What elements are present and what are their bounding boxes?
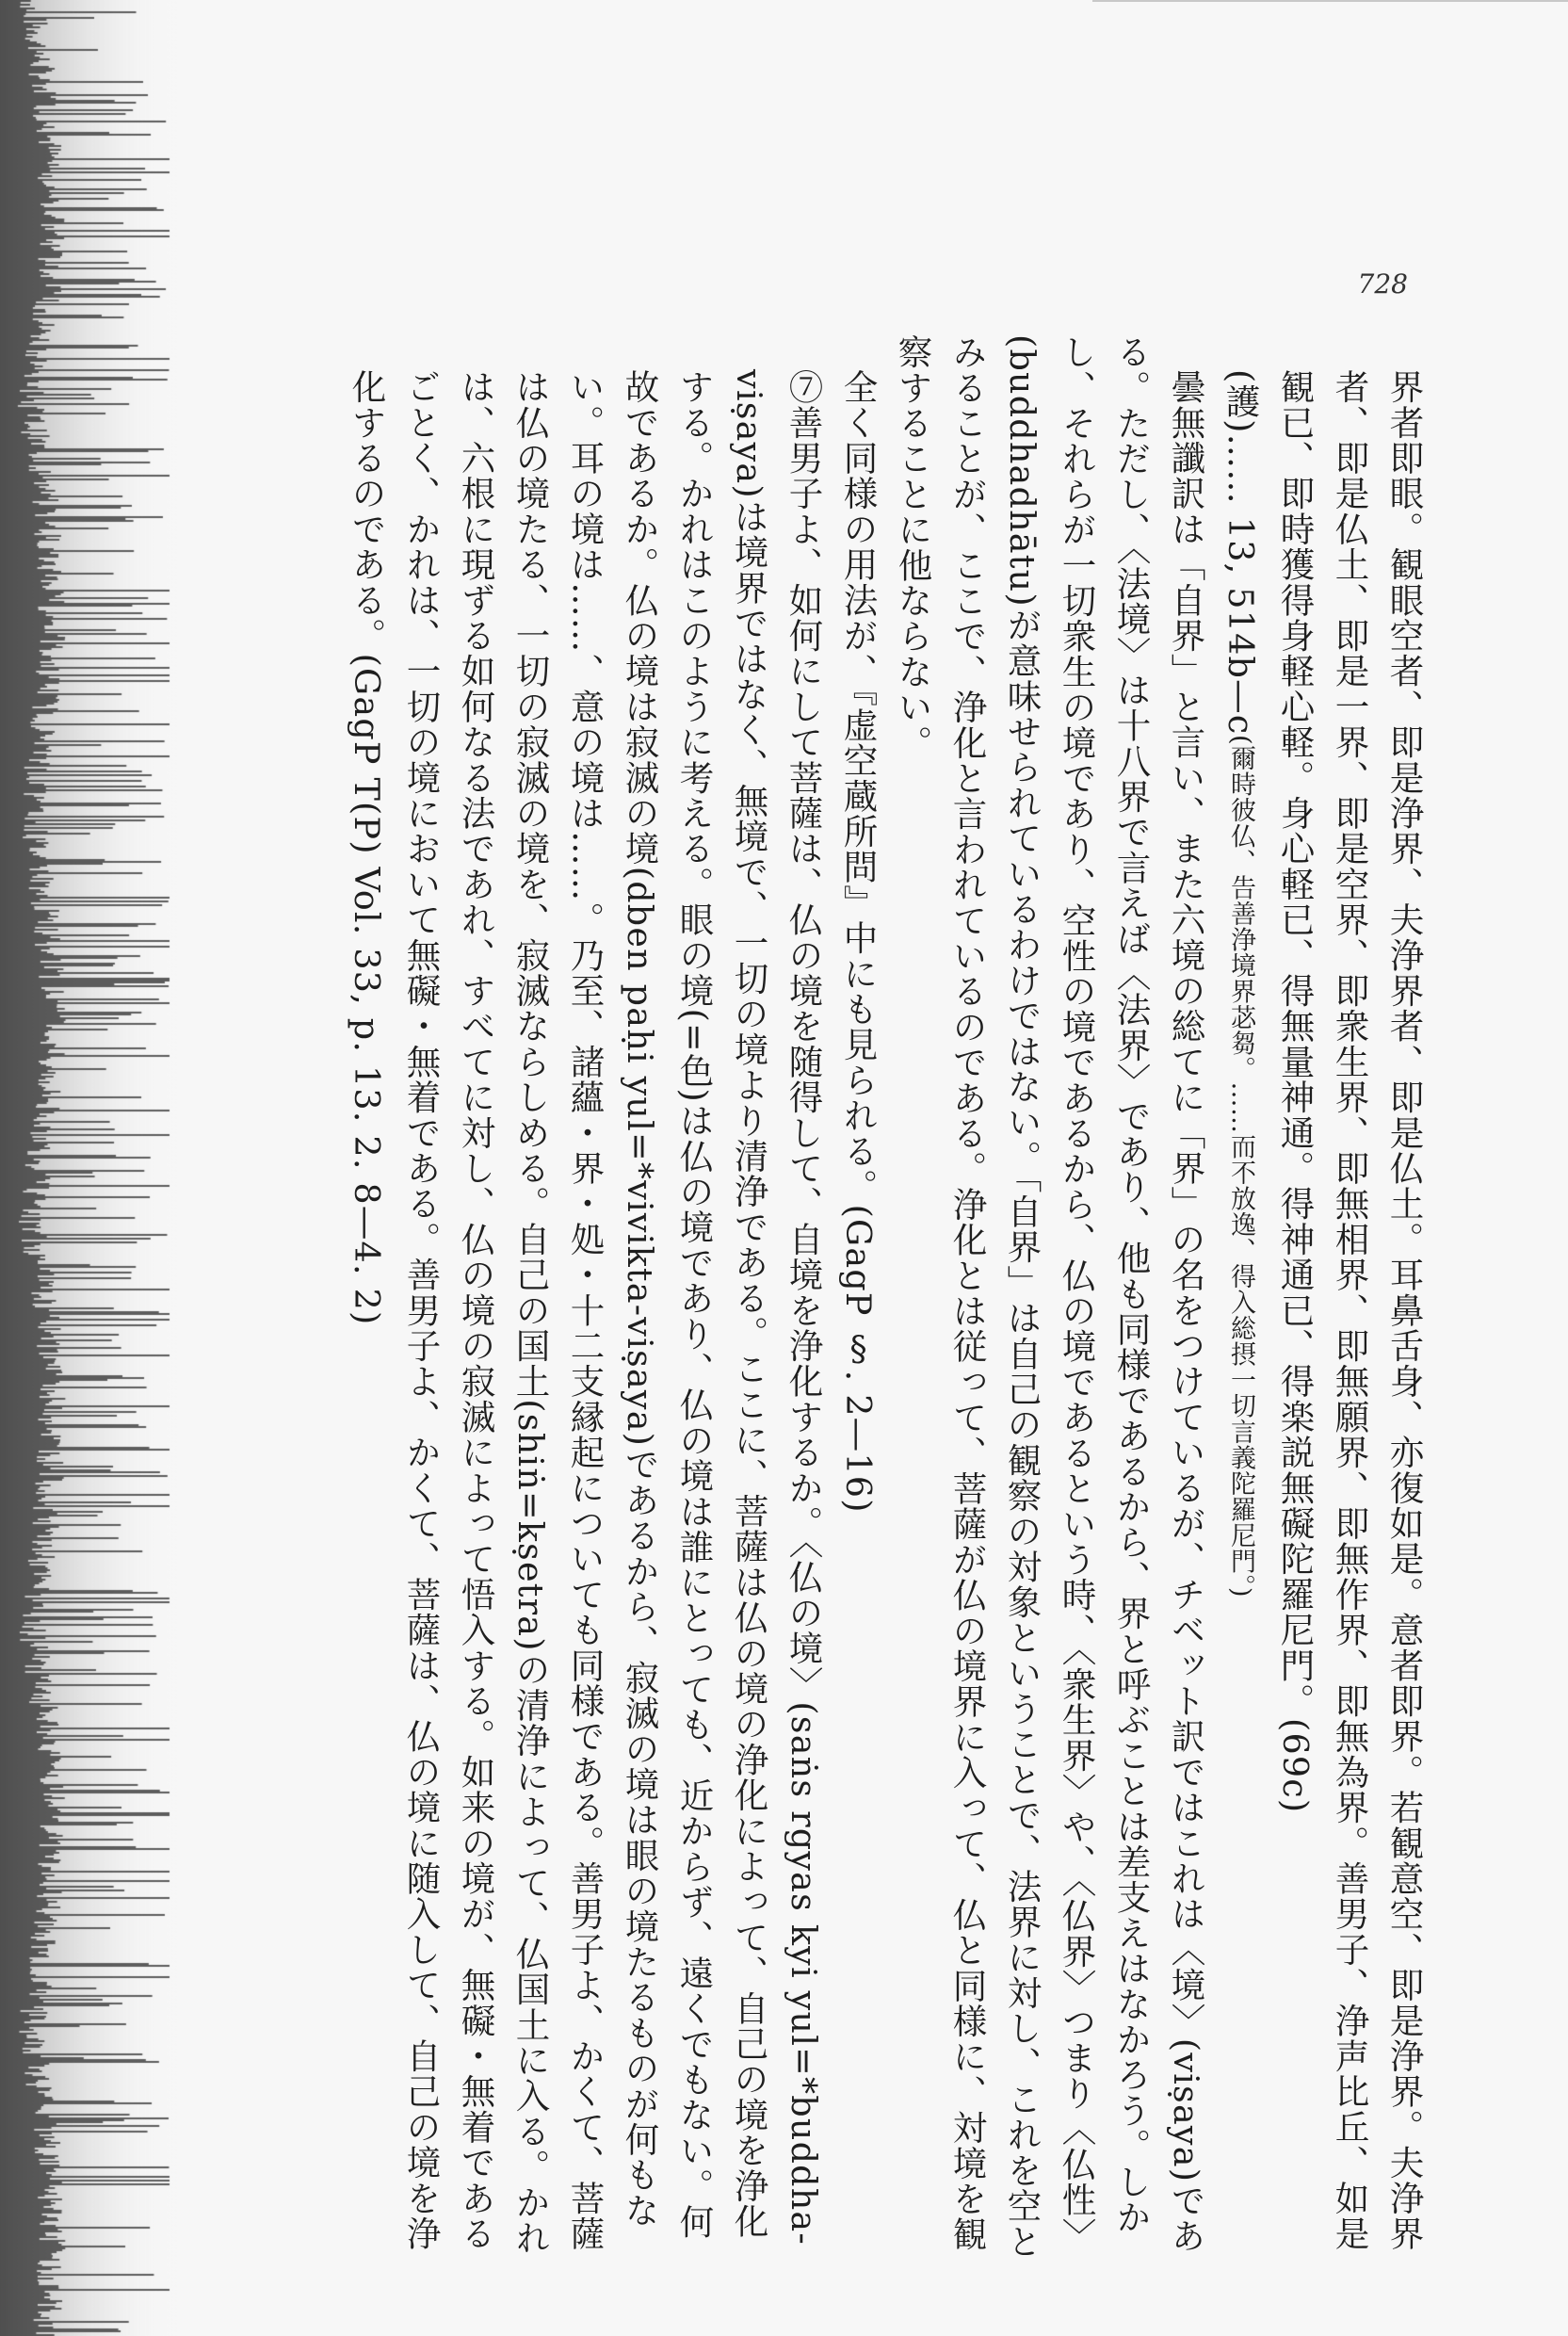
quote-paragraph-3 bbox=[339, 334, 831, 2265]
vertical-text-block bbox=[75, 334, 1431, 2265]
quote-paragraph-1 bbox=[1268, 334, 1431, 2265]
quote-paragraph-2 bbox=[1213, 334, 1268, 2265]
body-text: 全く同様の用法が、『虚空蔵所問』中にも見られる。 bbox=[838, 368, 879, 1205]
top-edge-rule bbox=[1092, 0, 1568, 2]
page-number: 728 bbox=[1357, 268, 1408, 300]
body-text: 曇無讖訳は「自界」と言い、また六境の総てに「界」の名をつけているが、チベット訳ではこれは〈境〉(viṣaya)である。ただし、〈法境〉は十八界で言えば〈法界〉であり、他も同様であるから、界と呼ぶことは差支えはなかろう。しかし、それらが一切衆生の境であり、空性の境であるから、仏の境であるという時、〈衆生界〉や、〈仏界〉つまり〈仏性〉(buddhadhātu)が意味せられているわけではない。「自界」は自己の観察の対象ということで、法界に対し、これを空とみることが、ここで、浄化と言われているのである。浄化とは従って、菩薩が仏の境界に入って、仏と同様に、対境を観察することに他ならない。 bbox=[893, 334, 1206, 2260]
quote-note: (爾時彼仏、告善浄境界苾芻。……而不放逸、得入総摂一切言義陀羅尼門。) bbox=[1226, 734, 1255, 1598]
quote-text: ⑦善男子よ、如何にして菩薩は、仏の境を随得して、自境を浄化するか。〈仏の境〉(saṅs rgyas kyi yul=*buddha-viṣaya)は境界ではなく、無境で、一切の境より清浄である。ここに、菩薩は仏の境の浄化によって、自己の境を浄化する。かれはこのように考える。眼の境(=色)は仏の境であり、仏の境は誰にとっても、近からず、遠くでもない。何故であるか。仏の境は寂滅の境(dben paḥi yul=*vivikta-viṣaya)であるから、寂滅の境は眼の境たるものが何もない。耳の境は……、意の境は……。乃至、諸蘊・界・処・十二支縁起についても同様である。善男子よ、かくて、菩薩は仏の境たる、一切の寂滅の境を、寂滅ならしめる。自己の国土(shiṅ=kṣetra)の清浄によって、仏国土に入る。かれは、六根に現ずる如何なる法であれ、すべてに対し、仏の境の寂滅によって悟入する。如来の境が、無礙・無着であるごとく、かれは、一切の境において無礙・無着である。善男子よ、かくて、菩薩は、仏の境に随入して、自己の境を浄化するのである。 bbox=[347, 368, 824, 2256]
body-paragraph-2 bbox=[831, 334, 885, 2265]
quote-source: (護)…… 13, 514b—c bbox=[1220, 368, 1261, 735]
body-citation: (GagP §. 2—16) bbox=[838, 1204, 879, 1514]
body-paragraph-1 bbox=[885, 334, 1213, 2265]
quote-text: 界者即眼。観眼空者、即是浄界、夫浄界者、即是仏土。耳鼻舌身、亦復如是。意者即界。若観意空、即是浄界。夫浄界者、即是仏土、即是一界、即是空界、即衆生界、即無相界、即無願界、即無作界、即無為界。善男子、浄声比丘、如是観已、即時獲得身軽心軽。身心軽已、得無量神通。得神通已、得楽説無礙陀羅尼門。 bbox=[1275, 368, 1425, 2251]
quote-citation: (69c) bbox=[1275, 1718, 1316, 1814]
quote-citation: (GagP T(P) Vol. 33, p. 13. 2. 8—4. 2) bbox=[347, 653, 387, 1325]
